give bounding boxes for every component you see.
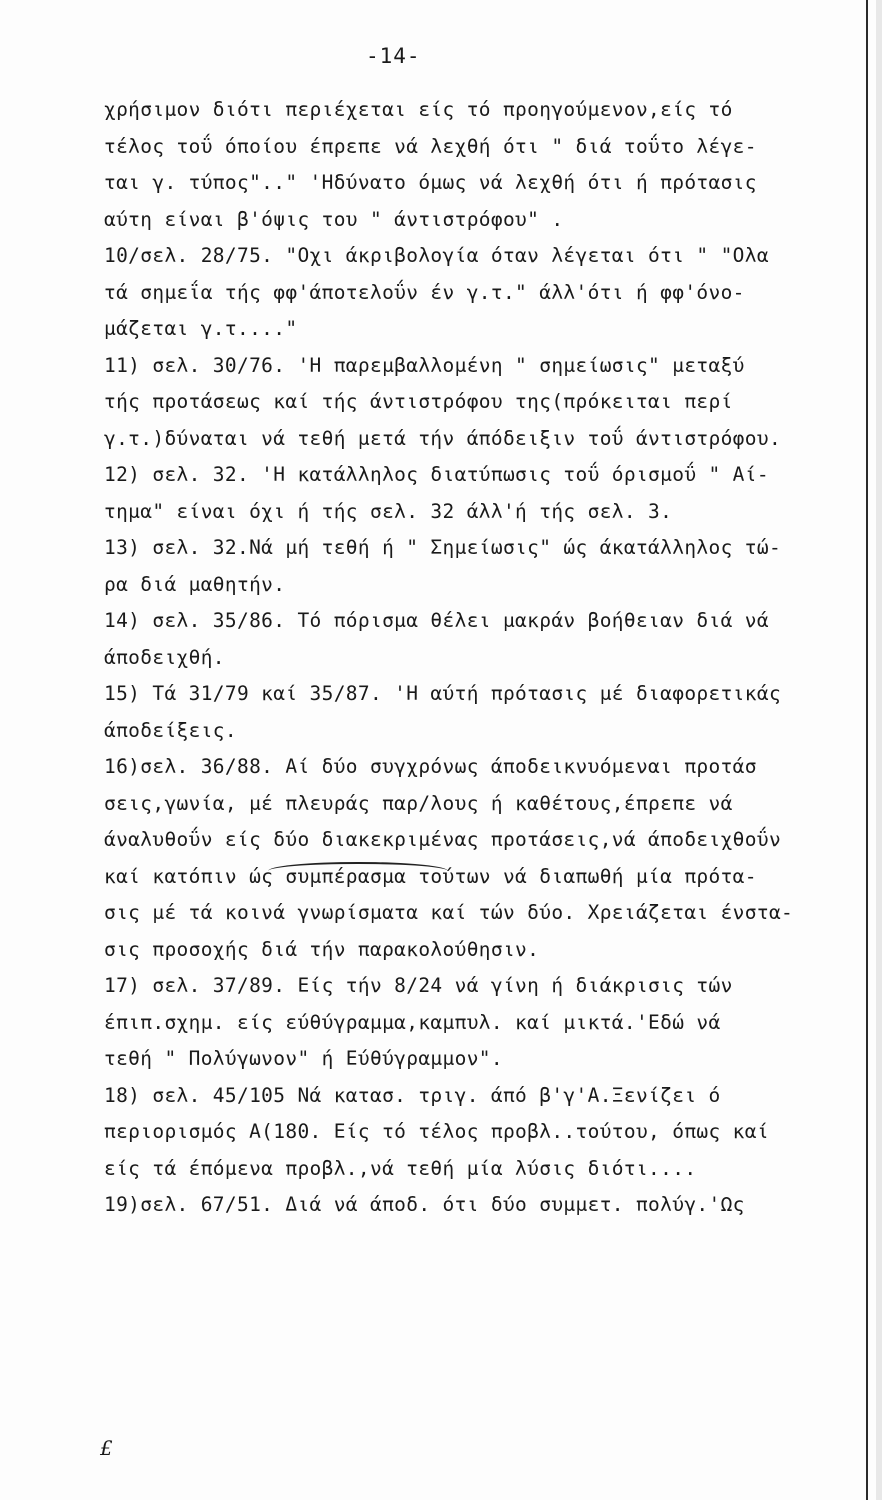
text-line: ται γ. τύπος".." 'Ηδύνατο όμως νά λεχθή ότι ή πρότασις <box>104 171 757 194</box>
text-line: 18) σελ. 45/105 Νά κατασ. τριγ. άπό β'γ'Α.Ξενίζει ό <box>104 1083 721 1107</box>
text-line: 14) σελ. 35/86. Τό πόρισμα θέλει μακράν βοήθειαν διά νά <box>104 609 769 632</box>
text-line: σις μέ τά κοινά γνωρίσματα καί τών δύο. Χρειάζεται ένστα- <box>104 901 794 924</box>
page-edge-shadow <box>876 0 882 1500</box>
text-line: καί κατόπιν ώς συμπέρασμα τούτων νά διαπωθή μία πρότα- <box>104 864 757 888</box>
page-edge-line <box>866 0 868 1500</box>
text-line: άποδείξεις. <box>104 718 237 742</box>
text-line: 12) σελ. 32. 'Η κατάλληλος διατύπωσις τοΰ όρισμοΰ " Αί- <box>104 463 769 486</box>
text-line: 16)σελ. 36/88. Αί δύο συγχρόνως άποδεικνυόμεναι προτάσ <box>104 755 757 778</box>
text-line: αύτη είναι β'όψις του " άντιστρόφου" . <box>104 207 564 231</box>
text-line: σεις,γωνία, μέ πλευράς παρ/λους ή καθέτους,έπρεπε νά <box>104 791 733 815</box>
text-line: τημα" είναι όχι ή τής σελ. 32 άλλ'ή τής σελ. 3. <box>104 499 673 523</box>
handwritten-strike-mark <box>268 862 448 880</box>
page-number: -14- <box>366 44 421 68</box>
text-line: 19)σελ. 67/51. Διά νά άποδ. ότι δύο συμμετ. πολύγ.'Ως <box>104 1193 745 1216</box>
document-body <box>104 92 844 1224</box>
footer-mark: £ <box>100 1436 113 1460</box>
text-line: χρήσιμον διότι περιέχεται είς τό προηγούμενον,είς τό <box>104 98 733 121</box>
text-line: 13) σελ. 32.Νά μή τεθή ή " Σημείωσις" ώς άκατάλληλος τώ- <box>104 536 782 559</box>
text-line: μάζεται γ.τ...." <box>104 317 298 340</box>
text-line: 17) σελ. 37/89. Είς τήν 8/24 νά γίνη ή διάκρισις τών <box>104 974 733 997</box>
text-line: έπιπ.σχημ. είς εύθύγραμμα,καμπυλ. καί μικτά.'Εδώ νά <box>104 1010 721 1034</box>
text-line: τεθή " Πολύγωνον" ή Εύθύγραμμον". <box>104 1047 503 1070</box>
text-line: άναλυθοΰν είς δύο διακεκριμένας προτάσεις,νά άποδειχθοΰν <box>104 828 782 851</box>
text-line: γ.τ.)δύναται νά τεθή μετά τήν άπόδειξιν τοΰ άντιστρόφου. <box>104 426 782 450</box>
text-line: περιορισμός Α(180. Είς τό τέλος προβλ..τούτου, όπως καί <box>104 1120 769 1143</box>
text-line: 11) σελ. 30/76. 'Η παρεμβαλλομένη " σημείωσις" μεταξύ <box>104 353 745 377</box>
text-line: σις προσοχής διά τήν παρακολούθησιν. <box>104 937 540 961</box>
text-line: άποδειχθή. <box>104 645 225 669</box>
text-line: τέλος τοΰ όποίου έπρεπε νά λεχθή ότι " διά τοΰτο λέγε- <box>104 134 757 158</box>
text-line: είς τά έπόμενα προβλ.,νά τεθή μία λύσις διότι.... <box>104 1156 697 1180</box>
text-line: 10/σελ. 28/75. "Οχι άκριβολογία όταν λέγεται ότι " "Ολα <box>104 244 769 267</box>
text-line: ρα διά μαθητήν. <box>104 572 286 596</box>
text-line: τά σημεΐα τής φφ'άποτελοΰν έν γ.τ." άλλ'ότι ή φφ'όνο- <box>104 280 745 304</box>
text-line: 15) Τά 31/79 καί 35/87. 'Η αύτή πρότασις μέ διαφορετικάς <box>104 682 782 705</box>
text-line: τής προτάσεως καί τής άντιστρόφου της(πρόκειται περί <box>104 390 733 413</box>
